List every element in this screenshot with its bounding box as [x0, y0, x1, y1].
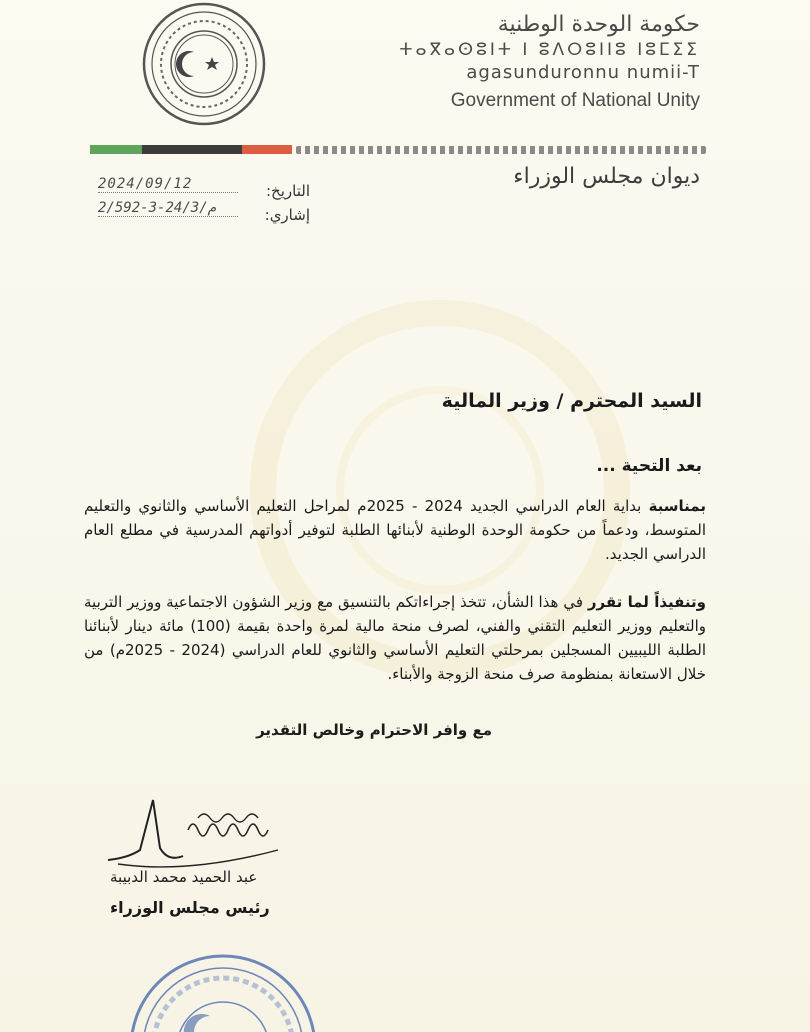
paragraph-1-lead: بمناسبة	[648, 497, 706, 515]
greeting: بعد التحية ...	[596, 456, 702, 476]
paragraph-2-lead: وتنفيذاً لما تقرر	[587, 593, 706, 611]
paragraph-2	[84, 590, 706, 686]
reference-value: م/24/3-3-2/592	[98, 200, 238, 217]
office-name: ديوان مجلس الوزراء	[513, 164, 700, 189]
header-amazigh-latin-title: agasunduronnu numii-T	[466, 62, 700, 83]
handwritten-signature	[98, 790, 298, 880]
date-value: 2024/09/12	[98, 176, 238, 193]
flag-strip-red	[242, 145, 292, 154]
official-stamp-seal	[118, 948, 328, 1032]
date-label: التاريخ:	[266, 182, 310, 200]
state-emblem-seal	[140, 0, 268, 130]
paragraph-1	[84, 494, 706, 566]
paragraph-1-body: بداية العام الدراسي الجديد 2024 - 2025م لمراحل التعليم الأساسي والثانوي والتعليم المتوسط، ودعماً من حكومة الوحدة الوطنية لأبنائها الطلبة لتوفير أدواتهم المدرسية في مطلع العام الدراسي الجديد.	[84, 497, 706, 563]
flag-strip-black	[142, 145, 242, 154]
header-english-title: Government of National Unity	[450, 90, 700, 111]
header-arabic-title: حكومة الوحدة الوطنية	[497, 12, 700, 37]
closing-line: مع وافر الاحترام وخالص التقدير	[256, 721, 492, 739]
flag-strip-green	[90, 145, 142, 154]
paragraph-2-body: في هذا الشأن، تتخذ إجراءاتكم بالتنسيق مع وزير الشؤون الاجتماعية ووزير التربية والتعليم ووزير التعليم التقني والفني، لصرف منحة مالية لمرة واحدة بقيمة (100) مائة دينار لأبنائنا الطلبة الليبيين المسجلين بمرحلتي التعليم الأساسي والثانوي للعام الدراسي (2024 - 2025م) من خلال الاستعانة بمنظومة صرف منحة الزوجة والأبناء.	[84, 593, 706, 683]
signer-name: عبد الحميد محمد الدبيبة	[110, 868, 258, 886]
addressee: السيد المحترم / وزير المالية	[441, 390, 702, 412]
signer-title: رئيس مجلس الوزراء	[110, 898, 270, 917]
header-tifinagh-title: ⵜⴰⴳⴰⵙⵓⵏⵜ ⵏ ⵓⴷⵔⵓⵏⵏⵓ ⵏⵓⵎⵉⵉ	[399, 40, 700, 60]
reference-label: إشاري:	[264, 206, 310, 224]
decorative-chain-divider	[296, 146, 706, 154]
